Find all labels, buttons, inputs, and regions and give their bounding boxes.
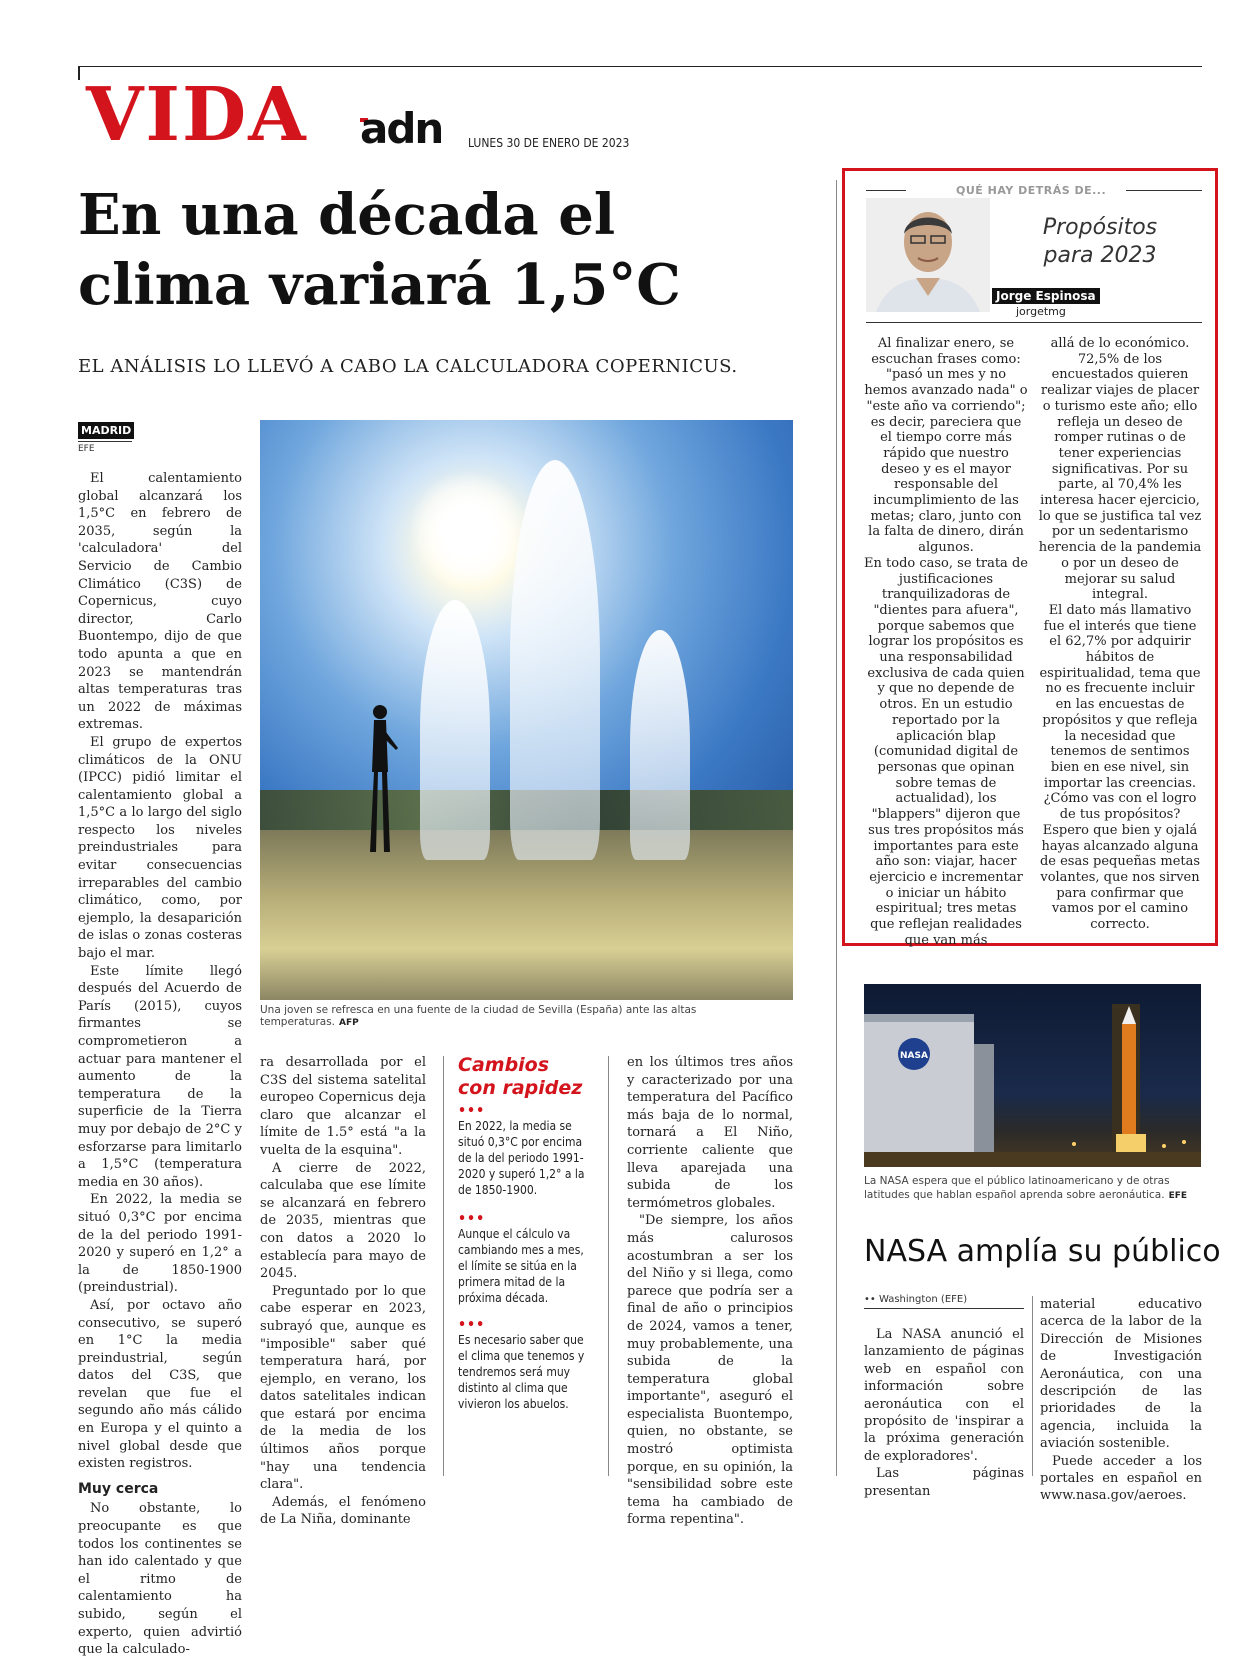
headline-line-2: clima variará 1,5°C	[78, 252, 681, 318]
paragraph: "De siempre, los años más calurosos acostumbran a ser los del Niño y si llega, como parece que podría ser a final de año o principios de 2024, vamos a tener, muy probablemente, una subida de la temperatura global importante", aseguró el especialista Buontempo, quien, no obstante, se mostró optimista porque, en su opinión, la "sensibilidad sobre este tema ha cambiado de forma repentina".	[627, 1213, 793, 1528]
sidebar-title	[458, 1054, 582, 1100]
paragraph: Preguntado por lo que cabe esperar en 2023, subrayó que, aunque es "imposible" saber qué temperatura hará, por ejemplo, en verano, los datos satelitales indican que estará por encima de la media de los últimos años porque "hay una tendencia clara".	[260, 1283, 426, 1493]
article-column-1	[78, 470, 242, 1659]
nasa-column-1	[864, 1326, 1024, 1500]
opinion-column-1	[864, 336, 1028, 948]
author-name: Jorge Espinosa	[992, 288, 1100, 304]
photo-credit: AFP	[339, 1018, 359, 1028]
paragraph: En todo caso, se trata de justificaciones tranquilizadoras de "dientes para afuera", porque sabemos que lograr los propósitos es una responsabilidad exclusiva de cada quien y que no depende de otros. En un estudio reportado por la aplicación blap (comunidad digital de personas que opinan sobre temas de actualidad), los "blappers" dijeron que sus tres propósitos más importantes para este año son: viajar, hacer ejercicio e incrementar o iniciar un hábito espiritual; tres metas que reflejan realidades que van más	[864, 555, 1028, 948]
nasa-building-logo: NASA	[900, 1051, 928, 1061]
paragraph: Este límite llegó después del Acuerdo de París (2015), cuyos firmantes se comprometieron a actuar para mantener el aumento de la temperatura de la superficie de la Tierra muy por debajo de 2°C y esforzarse para limitarlo a 1,5°C (temperatura media en 30 años).	[78, 963, 242, 1190]
article-subheading: Muy cerca	[78, 1480, 159, 1497]
nasa-caption-text: La NASA espera que el público latinoamericano y de otras latitudes que hablan español aprenda sobre aeronáutica.	[864, 1175, 1170, 1201]
brand-logo: adn	[360, 104, 443, 153]
author-photo	[866, 198, 990, 312]
bullet-dots: •••	[458, 1317, 486, 1333]
bullet-dots: •••	[458, 1211, 486, 1227]
paragraph: Puede acceder a los portales en español en www.nasa.gov/aeroes.	[1040, 1453, 1202, 1504]
paragraph: ¿Cómo vas con el logro de tus propósitos? Espero que bien y ojalá hayas alcanzado alguna de esas pequeñas metas volantes, que nos sirven para confirmar que vamos por el camino correcto.	[1039, 791, 1201, 933]
paragraph: allá de lo económico.	[1050, 336, 1190, 351]
fountain-jet	[630, 630, 690, 860]
paragraph: ra desarrollada por el C3S del sistema satelital europeo Copernicus deja claro que alcanzar el límite de 1.5° está "a la vuelta de la esquina".	[260, 1055, 426, 1158]
opinion-label-rule	[866, 190, 906, 191]
paragraph: En 2022, la media se situó 0,3°C por encima de la del periodo 1991-2020 y superó en 1,2° a la de 1850-1900 (preindustrial).	[78, 1192, 242, 1296]
sidebar-item-text: En 2022, la media se situó 0,3°C por encima de la del periodo 1991-2020 y superó 1,2° a la de 1850-1900.	[458, 1119, 585, 1197]
sidebar-item	[458, 1212, 588, 1306]
headline-line-1: En una década el	[78, 182, 616, 248]
opinion-label-rule	[1126, 190, 1202, 191]
nasa-photo	[864, 984, 1201, 1167]
nasa-headline: NASA amplía su público	[864, 1234, 1221, 1269]
fountain-jet	[510, 460, 600, 860]
sidebar-item-text: Aunque el cálculo va cambiando mes a mes, el límite se sitúa en la primera mitad de la próxima década.	[458, 1227, 584, 1305]
sun-glare	[408, 470, 528, 590]
dateline-agency: EFE	[78, 441, 132, 454]
issue-date: LUNES 30 DE ENERO DE 2023	[468, 136, 630, 150]
woman-silhouette	[358, 702, 398, 862]
fountain-photo	[260, 420, 793, 1000]
opinion-topic	[1010, 214, 1190, 270]
nasa-dateline: •• Washington (EFE)	[864, 1294, 1024, 1309]
section-title: VIDA	[86, 72, 308, 158]
article-column-2	[260, 1054, 426, 1529]
paragraph: La NASA anunció el lanzamiento de páginas web en español con información sobre aeronáutica con el propósito de 'inspirar a la próxima generación de exploradores'.	[864, 1327, 1024, 1464]
top-tick	[78, 66, 80, 80]
nasa-photo-credit: EFE	[1168, 1191, 1188, 1201]
column-divider	[836, 180, 837, 1476]
column-divider	[443, 1056, 444, 1476]
article-subhead: EL ANÁLISIS LO LLEVÓ A CABO LA CALCULADORA COPERNICUS.	[78, 356, 738, 377]
paragraph: Además, el fenómeno de La Niña, dominante	[260, 1494, 426, 1528]
paragraph: en los últimos tres años y caracterizado por una temperatura del Pacífico más baja de lo normal, tornará a El Niño, corriente caliente que lleva aparejada una subida de los termómetros globales.	[627, 1055, 793, 1211]
column-divider	[1032, 1296, 1033, 1476]
paragraph: El grupo de expertos climáticos de la ONU (IPCC) pidió limitar el calentamiento global a 1,5°C a lo largo del siglo respecto los niveles preindustriales para evitar consecuencias irreparables del cambio climático, como, por ejemplo, la desaparición de islas o zonas costeras bajo el mar.	[78, 734, 242, 962]
sidebar-item-text: Es necesario saber que el clima que tenemos y tendremos será muy distinto al clima que vivieron los abuelos.	[458, 1333, 585, 1411]
article-column-4	[627, 1054, 793, 1529]
nasa-column-2	[1040, 1296, 1202, 1505]
opinion-topic-line-1: Propósitos	[1042, 215, 1158, 240]
nasa-photo-caption	[864, 1174, 1201, 1203]
author-handle: jorgetmg	[1016, 305, 1066, 318]
paragraph: El dato más llamativo fue el interés que tiene el 62,7% por adquirir hábitos de espiritualidad, tema que no es frecuente incluir en las encuestas de propósitos y que refleja la necesidad que tenemos de sentimos bien en ese nivel, sin importar las creencias.	[1039, 602, 1201, 791]
photo-caption-text: Una joven se refresca en una fuente de la ciudad de Sevilla (España) ante las altas temperaturas.	[260, 1004, 697, 1028]
paragraph: El calentamiento global alcanzará los 1,5°C en febrero de 2035, según la 'calculadora' del Servicio de Cambio Climático (C3S) de Copernicus, cuyo director, Carlo Buontempo, dijo de que todo apunta a que en 2023 se mantendrán altas temperaturas tras un 2022 de máximas extremas.	[78, 471, 242, 733]
paragraph: 72,5% de los encuestados quieren realizar viajes de placer o turismo este año; ello refleja un deseo de romper rutinas o de tener experiencias significativas. Por su parte, al 70,4% les interesa hacer ejercicio, lo que se justifica tal vez por un sedentarismo herencia de la pandemia o por un deseo de mejorar su salud integral.	[1038, 351, 1202, 603]
opinion-column-2	[1038, 336, 1202, 933]
paragraph: Así, por octavo año consecutivo, se superó en 1°C la media preindustrial, según datos del C3S, que revelan que fue el segundo año más cálido en Europa y el quinto a nivel global desde que existen registros.	[78, 1297, 242, 1472]
sidebar-item	[458, 1318, 588, 1412]
paragraph: No obstante, lo preocupante es que todos los continentes se han ido calentado y que el ritmo de calentamiento ha subido, según el experto, quien advirtió que la calculado-	[78, 1501, 242, 1658]
paragraph: A cierre de 2022, calculaba que ese límite se alcanzará en febrero de 2035, mientras que con datos a 2020 lo establecía para mayo de 2045.	[260, 1160, 426, 1282]
opinion-topic-line-2: para 2023	[1043, 243, 1157, 268]
top-rule	[78, 66, 1202, 67]
author-portrait	[866, 198, 990, 312]
paragraph: material educativo acerca de la labor de la Dirección de Misiones de Investigación Aeronáutica, con una descripción de las prioridades de la agencia, incluida la aviación sostenible.	[1040, 1297, 1202, 1452]
opinion-label: QUÉ HAY DETRÁS DE...	[956, 184, 1107, 197]
article-headline	[78, 180, 798, 320]
sidebar-item	[458, 1104, 588, 1198]
dateline-city: MADRID	[78, 422, 134, 439]
paragraph: Al finalizar enero, se escuchan frases como: "pasó un mes y no hemos avanzado nada" o "este año va corriendo"; es decir, pareciera que el tiempo corre más rápido que nuestro deseo y es el mayor responsable del incumplimiento de las metas; claro, junto con la falta de dinero, dirán algunos.	[864, 336, 1028, 556]
bullet-dots: •••	[458, 1103, 486, 1119]
sidebar-title-line-1: Cambios	[458, 1054, 550, 1076]
opinion-divider	[866, 322, 1202, 323]
fountain-jet	[420, 600, 490, 860]
column-divider	[608, 1056, 609, 1476]
sidebar-title-line-2: con rapidez	[458, 1077, 583, 1099]
launch-pad-scene	[864, 984, 1201, 1167]
photo-caption	[260, 1004, 793, 1028]
paragraph: Las páginas presentan	[864, 1466, 1024, 1499]
